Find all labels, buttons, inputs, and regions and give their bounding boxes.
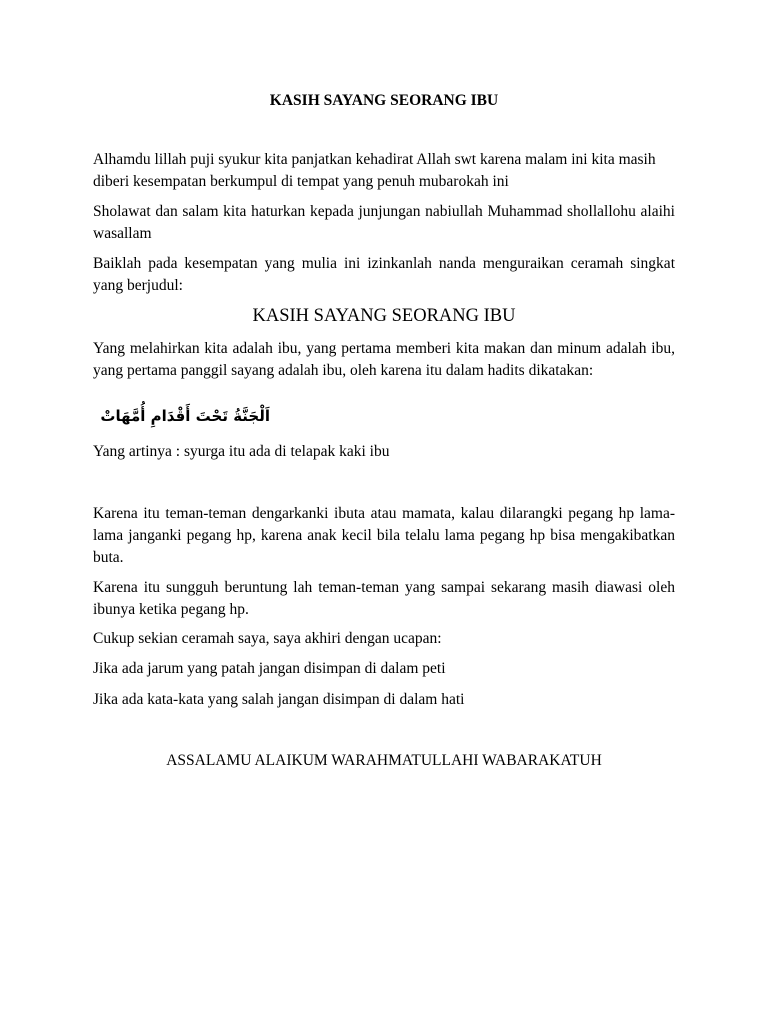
paragraph-ending: Cukup sekian ceramah saya, saya akhiri dengan ucapan: [93,630,442,647]
paragraph-opening: Alhamdu lillah puji syukur kita panjatkan kehadirat Allah swt karena malam ini kita masih diberi kesempatan berkumpul di tempat yang penuh mubarokah ini [93,151,656,190]
document-title: KASIH SAYANG SEORANG IBU [269,92,499,109]
pantun-line-2: Jika ada kata-kata yang salah jangan disimpan di dalam hati [93,691,465,708]
pantun-line-1: Jika ada jarum yang patah jangan disimpan di dalam peti [93,660,446,677]
paragraph-advice: Karena itu teman-teman dengarkanki ibuta atau mamata, kalau dilarangki pegang hp lama-lama janganki pegang hp, karena anak kecil bila telalu lama pegang hp bisa mengakibatkan buta. [93,505,675,566]
closing-greeting: ASSALAMU ALAIKUM WARAHMATULLAHI WABARAKATUH [166,752,602,769]
paragraph-fortunate: Karena itu sungguh beruntung lah teman-teman yang sampai sekarang masih diawasi oleh ibunya ketika pegang hp. [93,579,675,618]
paragraph-introduction: Baiklah pada kesempatan yang mulia ini izinkanlah nanda menguraikan ceramah singkat yang berjudul: [93,255,675,294]
paragraph-meaning: Yang artinya : syurga itu ada di telapak kaki ibu [93,443,390,460]
speech-subtitle: KASIH SAYANG SEORANG IBU [252,306,516,326]
paragraph-mother: Yang melahirkan kita adalah ibu, yang pertama memberi kita makan dan minum adalah ibu, yang pertama panggil sayang adalah ibu, oleh karena itu dalam hadits dikatakan: [93,340,675,379]
paragraph-sholawat: Sholawat dan salam kita haturkan kepada junjungan nabiullah Muhammad shollallohu alaihi wasallam [93,203,675,242]
arabic-hadith: اَلْجَنَّةُ تَحْتَ أَقْدَامِ أُمَّهَاتْ [100,407,270,425]
